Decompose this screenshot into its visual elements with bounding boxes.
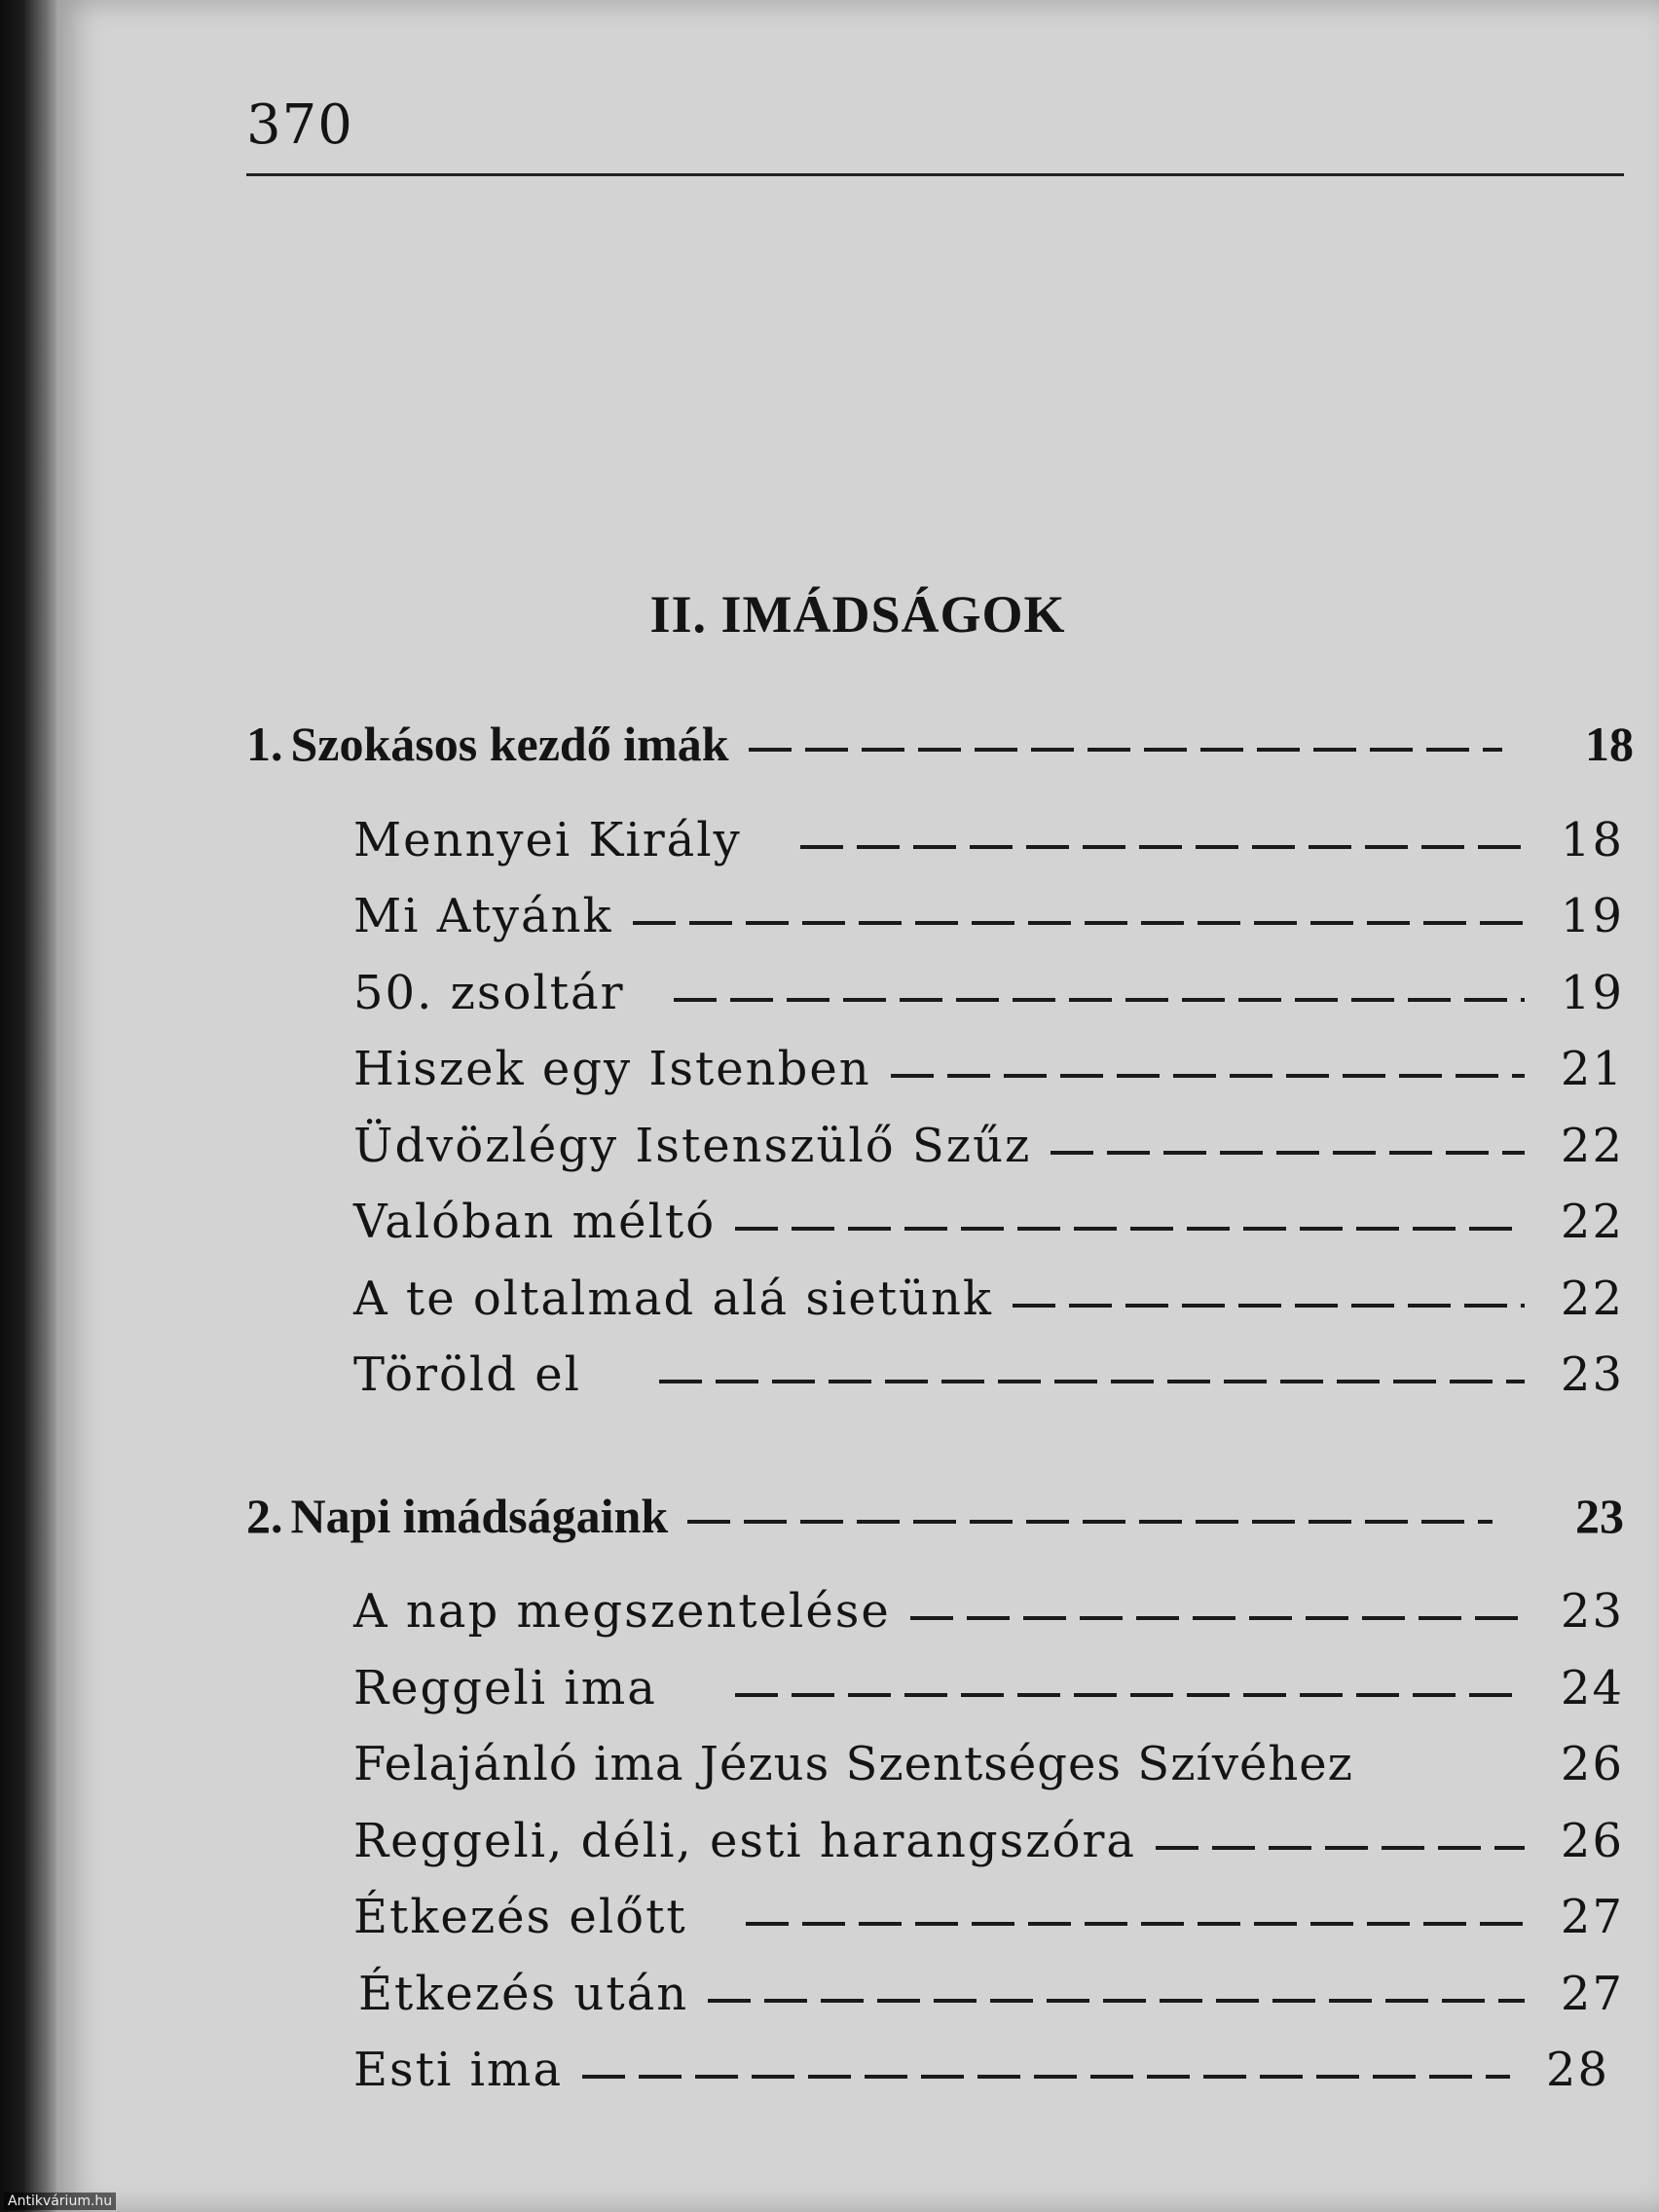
toc-item-page: 27: [1560, 1890, 1624, 1944]
toc-item-page: 28: [1545, 2043, 1609, 2097]
dotted-leader: [746, 1922, 1525, 1926]
toc-item-page: 26: [1560, 1814, 1624, 1868]
dotted-leader: [1051, 1151, 1525, 1155]
book-spine-shadow: [0, 0, 56, 2212]
toc-item-page: 22: [1560, 1119, 1624, 1173]
toc-item-title: A nap megszentelése: [353, 1584, 891, 1639]
toc-item-title: Esti ima: [353, 2043, 564, 2097]
toc-item: [56, 966, 1624, 1034]
dotted-leader: [582, 2075, 1510, 2079]
toc-item-page: 22: [1560, 1195, 1624, 1249]
dotted-leader: [735, 1227, 1525, 1231]
toc-item-page: 27: [1560, 1967, 1624, 2021]
toc-item: [56, 1042, 1624, 1110]
toc-item-title: 50. zsoltár: [353, 966, 625, 1020]
toc-item: [56, 1584, 1624, 1652]
dotted-leader: [708, 1999, 1525, 2003]
group-number: 2.: [246, 1489, 283, 1543]
group-title: Napi imádságaink: [290, 1489, 669, 1543]
toc-item: [56, 813, 1624, 881]
toc-item: [56, 1661, 1624, 1729]
toc-item-title: Mennyei Király: [353, 813, 742, 867]
group-page: 18: [1585, 717, 1634, 771]
toc-item-title: Hiszek egy Istenben: [353, 1042, 871, 1096]
toc-item: [56, 2043, 1609, 2111]
toc-item-title: Reggeli ima: [353, 1661, 657, 1715]
toc-item: [56, 1967, 1624, 2035]
toc-group-heading: [56, 716, 1634, 784]
dotted-leader: [633, 921, 1525, 925]
section-title: II. IMÁDSÁGOK: [649, 585, 1066, 644]
toc-item-page: 21: [1560, 1042, 1624, 1096]
toc-item-title: Valóban méltó: [353, 1195, 717, 1249]
toc-item: [56, 1347, 1624, 1416]
toc-item-page: 23: [1560, 1584, 1624, 1639]
toc-item-page: 23: [1560, 1347, 1624, 1402]
toc-item-title: A te oltalmad alá sietünk: [353, 1272, 993, 1326]
dotted-leader: [891, 1074, 1525, 1078]
toc-item-page: 26: [1560, 1737, 1624, 1791]
dotted-leader: [910, 1616, 1525, 1620]
toc-item-title: Mi Atyánk: [353, 889, 613, 943]
dotted-leader: [659, 1380, 1525, 1383]
toc-item: [56, 1272, 1624, 1340]
toc-item: [56, 1195, 1624, 1263]
group-page: 23: [1575, 1489, 1624, 1543]
toc-item-page: 22: [1560, 1272, 1624, 1326]
toc-item-title: Felajánló ima Jézus Szentséges Szívéhez: [353, 1737, 1353, 1791]
toc-item-title: Étkezés előtt: [353, 1890, 687, 1944]
dotted-leader: [687, 1520, 1493, 1524]
dotted-leader: [1013, 1304, 1525, 1308]
toc-item-title: Üdvözlégy Istenszülő Szűz: [353, 1119, 1032, 1173]
toc-item-page: 19: [1560, 889, 1624, 943]
toc-item-page: 19: [1560, 966, 1624, 1020]
dotted-leader: [735, 1693, 1525, 1697]
watermark: Antikvárium.hu: [4, 2193, 116, 2210]
dotted-leader: [1363, 1769, 1536, 1773]
toc-group-heading: [56, 1488, 1624, 1556]
toc-item-title: Töröld el: [353, 1347, 581, 1402]
toc-item: [56, 1119, 1624, 1187]
toc-item: [56, 1737, 1624, 1805]
toc-item: [56, 1814, 1624, 1882]
dotted-leader: [1156, 1846, 1525, 1850]
toc-item-page: 24: [1560, 1661, 1624, 1715]
page-number: 370: [246, 93, 353, 157]
book-page: [56, 0, 1659, 2212]
toc-item: [56, 1890, 1624, 1958]
toc-item-title: Étkezés után: [358, 1967, 689, 2021]
group-number: 1.: [246, 717, 283, 771]
dotted-leader: [674, 998, 1525, 1002]
header-rule: [246, 173, 1624, 176]
toc-item: [56, 889, 1624, 957]
group-title: Szokásos kezdő imák: [290, 717, 729, 771]
dotted-leader: [800, 845, 1525, 849]
toc-item-title: Reggeli, déli, esti harangszóra: [353, 1814, 1137, 1868]
toc-item-page: 18: [1560, 813, 1624, 867]
dotted-leader: [749, 748, 1502, 752]
